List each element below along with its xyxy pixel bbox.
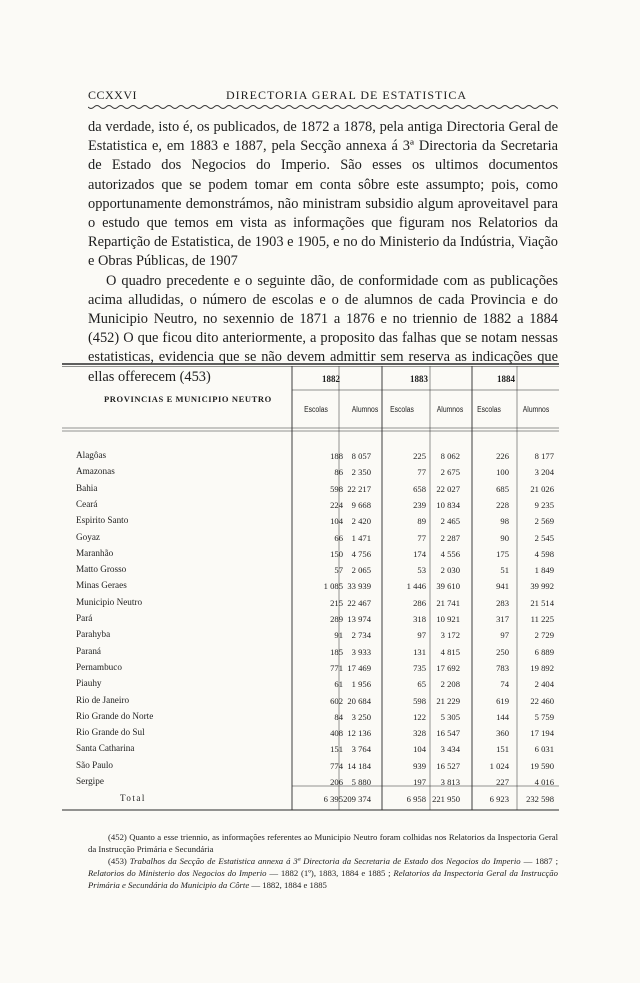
cell-alumnos: 21 514 (530, 597, 554, 608)
cell-alumnos: 2 675 (440, 467, 460, 478)
cell-alumnos: 16 527 (436, 760, 460, 771)
cell-alumnos: 17 469 (347, 662, 371, 673)
cell-escolas: 91 (334, 630, 343, 641)
cell-alumnos: 8 177 (534, 451, 554, 461)
cell-escolas: 774 (330, 760, 343, 771)
cell-alumnos: 2 569 (534, 516, 554, 527)
cell-alumnos: 3 933 (351, 646, 371, 657)
cell-escolas: 84 (334, 711, 343, 722)
cell-escolas: 286 (413, 597, 426, 608)
cell-escolas: 318 (413, 614, 426, 624)
total-label: Total (120, 793, 146, 803)
cell-alumnos: 5 305 (440, 711, 460, 722)
cell-alumnos: 4 016 (534, 777, 554, 787)
cell-escolas: 174 (413, 548, 426, 559)
cell-alumnos: 2 350 (351, 467, 371, 478)
cell-alumnos: 3 764 (351, 744, 371, 755)
cell-escolas: 1 446 (406, 581, 426, 592)
statistics-table (62, 362, 559, 817)
province-name: Rio Grande do Norte (76, 710, 154, 721)
cell-alumnos: 3 434 (440, 744, 460, 755)
row-header: PROVINCIAS E MUNICIPIO NEUTRO (104, 394, 272, 404)
cell-escolas: 685 (496, 483, 509, 494)
cell-alumnos: 8 057 (351, 451, 371, 461)
cell-escolas: 598 (330, 483, 343, 494)
total-cell: 221 950 (432, 794, 460, 804)
province-name: Parahyba (76, 629, 111, 640)
cell-alumnos: 22 460 (530, 695, 554, 706)
cell-alumnos: 9 668 (351, 499, 371, 510)
cell-escolas: 317 (496, 614, 509, 624)
footnotes (88, 831, 558, 891)
subheader-alumnos: Alumnos (522, 405, 550, 414)
cell-escolas: 225 (413, 451, 426, 461)
cell-alumnos: 21 026 (530, 483, 554, 494)
year-header-1884: 1884 (497, 374, 515, 384)
footnote-453-source-3: Relatorios da Inspectoria Geral da Instrucção Primária e Secundária do Municipio da Côrte (88, 868, 558, 890)
cell-alumnos: 19 892 (530, 662, 554, 673)
cell-escolas: 53 (417, 565, 426, 576)
cell-escolas: 206 (330, 777, 343, 787)
cell-escolas: 783 (496, 662, 509, 673)
province-name: São Paulo (76, 759, 114, 770)
province-name: Santa Catharina (76, 743, 135, 754)
cell-escolas: 66 (334, 532, 343, 543)
footnote-453-source-1: Trabalhos da Secção de Estatistica annexa á 3ª Directoria da Secretaria de Estado dos Negocios do Imperio (129, 856, 521, 866)
cell-alumnos: 12 136 (347, 728, 371, 739)
cell-alumnos: 4 556 (440, 548, 460, 559)
cell-escolas: 151 (330, 744, 343, 755)
cell-escolas: 144 (496, 711, 509, 722)
cell-alumnos: 2 734 (351, 630, 371, 641)
cell-escolas: 175 (496, 548, 509, 559)
cell-alumnos: 4 598 (534, 548, 554, 559)
cell-escolas: 771 (330, 662, 343, 673)
cell-escolas: 289 (330, 614, 343, 624)
province-name: Municipio Neutro (76, 596, 143, 607)
footnote-453-year-3: — 1882, 1884 e 1885 (249, 880, 327, 890)
cell-escolas: 100 (496, 467, 509, 478)
total-cell: 6 923 (489, 794, 509, 804)
total-cell: 6 958 (406, 794, 426, 804)
cell-escolas: 65 (417, 679, 426, 690)
cell-alumnos: 2 208 (440, 679, 460, 690)
cell-alumnos: 3 813 (440, 777, 460, 787)
cell-alumnos: 1 956 (351, 679, 371, 690)
paragraph-1: da verdade, isto é, os publicados, de 1872 a 1878, pela antiga Directoria Geral de Estatistica e, em 1883 e 1887, pela Secção annexa á 3ª Directoria da Secretaria de Estado dos Negocios do Imperio. São esses os ultimos documentos autorizados que se podem tomar em conta sôbre este assumpto; pois, como opportunamente demonstrámos, não ministram subsidio algum aproveitavel para o estudo que temos em vista as informações que figuram nos Relatorios da Repartição de Estatistica, de 1903 e 1905, e no do Ministerio da Indústria, Viação e Obras Públicas, de 1907 (88, 119, 558, 270)
cell-alumnos: 6 889 (534, 646, 554, 657)
province-name: Goyaz (76, 531, 100, 542)
cell-alumnos: 14 184 (347, 760, 371, 771)
province-name: Piauhy (76, 678, 102, 689)
cell-alumnos: 17 692 (436, 662, 460, 673)
total-cell: 6 395 (323, 794, 343, 804)
cell-escolas: 97 (500, 630, 509, 641)
subheader-alumnos: Alumnos (436, 405, 464, 414)
cell-alumnos: 10 834 (436, 499, 460, 510)
cell-escolas: 226 (496, 451, 509, 461)
cell-alumnos: 2 404 (534, 679, 554, 690)
cell-alumnos: 11 225 (530, 614, 554, 624)
cell-alumnos: 6 031 (534, 744, 554, 755)
cell-escolas: 77 (417, 532, 426, 543)
cell-escolas: 658 (413, 483, 426, 494)
cell-alumnos: 22 217 (347, 483, 371, 494)
cell-alumnos: 8 062 (440, 451, 460, 461)
cell-escolas: 74 (500, 679, 509, 690)
province-name: Minas Geraes (76, 580, 127, 591)
cell-alumnos: 9 235 (534, 499, 554, 510)
cell-alumnos: 5 759 (534, 711, 554, 722)
province-name: Pará (76, 613, 93, 623)
cell-escolas: 227 (496, 777, 509, 787)
cell-escolas: 408 (330, 728, 343, 739)
ornamental-rule (88, 103, 558, 111)
cell-escolas: 239 (413, 499, 426, 510)
footnote-453-source-2: Relatorios do Ministerio dos Negocios do Imperio (88, 868, 267, 878)
cell-escolas: 619 (496, 695, 509, 706)
cell-escolas: 228 (496, 499, 509, 510)
cell-escolas: 97 (417, 630, 426, 641)
cell-escolas: 61 (334, 679, 343, 690)
province-name: Paraná (76, 645, 101, 656)
cell-escolas: 185 (330, 646, 343, 657)
cell-alumnos: 3 250 (351, 711, 371, 722)
cell-escolas: 89 (417, 516, 426, 527)
subheader-alumnos: Alumnos (351, 405, 379, 414)
cell-alumnos: 2 465 (440, 516, 460, 527)
footnote-452: (452) Quanto a esse triennio, as informações referentes ao Municipio Neutro foram colhidas nos Relatorios da Inspectoria Geral da Instrucção Primária e Secundária (88, 832, 558, 854)
cell-alumnos: 2 545 (534, 532, 554, 543)
running-title: DIRECTORIA GERAL DE ESTATISTICA (226, 88, 468, 102)
cell-escolas: 941 (496, 581, 509, 592)
cell-escolas: 122 (413, 711, 426, 722)
province-name: Bahia (76, 482, 98, 493)
cell-alumnos: 39 992 (530, 581, 554, 592)
cell-alumnos: 16 547 (436, 728, 460, 739)
cell-alumnos: 20 684 (347, 695, 371, 706)
cell-escolas: 250 (496, 646, 509, 657)
footnote-453-number: (453) (108, 856, 127, 866)
cell-escolas: 328 (413, 728, 426, 739)
province-name: Ceará (76, 498, 98, 509)
cell-alumnos: 22 467 (347, 597, 371, 608)
cell-escolas: 735 (413, 662, 426, 673)
cell-alumnos: 22 027 (436, 483, 460, 494)
cell-escolas: 939 (413, 760, 426, 771)
cell-alumnos: 3 204 (534, 467, 554, 478)
province-name: Rio de Janeiro (76, 694, 130, 705)
cell-escolas: 77 (417, 467, 426, 478)
cell-alumnos: 1 471 (351, 532, 371, 543)
cell-alumnos: 2 287 (440, 532, 460, 543)
province-name: Sergipe (76, 776, 104, 786)
cell-escolas: 90 (500, 532, 509, 543)
year-header-1883: 1883 (410, 374, 428, 384)
total-cell: 232 598 (526, 794, 554, 804)
cell-alumnos: 5 880 (351, 777, 371, 787)
cell-escolas: 104 (413, 744, 426, 755)
cell-alumnos: 39 610 (436, 581, 460, 592)
province-name: Espirito Santo (76, 515, 129, 526)
cell-alumnos: 1 849 (534, 565, 554, 576)
cell-alumnos: 2 065 (351, 565, 371, 576)
cell-escolas: 51 (500, 565, 509, 576)
province-name: Rio Grande do Sul (76, 727, 145, 738)
province-name: Amazonas (76, 466, 115, 477)
cell-alumnos: 2 729 (534, 630, 554, 641)
cell-alumnos: 33 939 (347, 581, 371, 592)
cell-escolas: 188 (330, 451, 343, 461)
cell-alumnos: 10 921 (436, 614, 460, 624)
body-text (88, 118, 558, 387)
cell-alumnos: 2 030 (440, 565, 460, 576)
cell-escolas: 598 (413, 695, 426, 706)
cell-alumnos: 3 172 (440, 630, 460, 641)
cell-alumnos: 17 194 (530, 728, 554, 739)
province-name: Pernambuco (76, 661, 122, 672)
cell-escolas: 215 (330, 597, 343, 608)
cell-escolas: 1 024 (489, 760, 509, 771)
footnote-453-year-1: — 1887 ; (520, 856, 558, 866)
province-name: Matto Grosso (76, 564, 127, 575)
subheader-escolas: Escolas (390, 405, 414, 414)
cell-alumnos: 19 590 (530, 760, 554, 771)
cell-escolas: 1 085 (323, 581, 343, 592)
province-name: Alagôas (76, 450, 107, 460)
cell-escolas: 57 (334, 565, 343, 576)
total-cell: 209 374 (343, 794, 371, 804)
cell-escolas: 150 (330, 548, 343, 559)
cell-alumnos: 4 815 (440, 646, 460, 657)
cell-alumnos: 2 420 (351, 516, 371, 527)
paragraph-2: O quadro precedente e o seguinte dão, de conformidade com as publicações acima alludidas, o número de escolas e o de alumnos de cada Provincia e do Municipio Neutro, no sexennio de 1871 a 1876 e no triennio de 1882 a 1884 (452) O que ficou dito anteriormente, a proposito das falhas que se notam nessas estatisticas, evidencia que se não devem admittir sem reserva as indicações que ellas offerecem (453) (88, 272, 558, 385)
cell-alumnos: 21 229 (436, 695, 460, 706)
cell-escolas: 104 (330, 516, 343, 527)
cell-escolas: 131 (413, 646, 426, 657)
cell-escolas: 98 (500, 516, 509, 527)
cell-escolas: 151 (496, 744, 509, 755)
cell-alumnos: 13 974 (347, 614, 371, 624)
subheader-escolas: Escolas (304, 405, 328, 414)
cell-escolas: 360 (496, 728, 509, 739)
page-number: CCXXVI (88, 88, 138, 102)
cell-alumnos: 21 741 (436, 597, 460, 608)
cell-escolas: 224 (330, 499, 343, 510)
cell-escolas: 86 (334, 467, 343, 478)
footnote-453-year-2: — 1882 (1º), 1883, 1884 e 1885 ; (266, 868, 394, 878)
cell-escolas: 602 (330, 695, 343, 706)
year-header-1882: 1882 (322, 374, 340, 384)
cell-escolas: 283 (496, 597, 509, 608)
cell-alumnos: 4 756 (351, 548, 371, 559)
province-name: Maranhão (76, 547, 114, 558)
subheader-escolas: Escolas (477, 405, 501, 414)
footnote-453 (88, 855, 558, 891)
cell-escolas: 197 (413, 777, 426, 787)
